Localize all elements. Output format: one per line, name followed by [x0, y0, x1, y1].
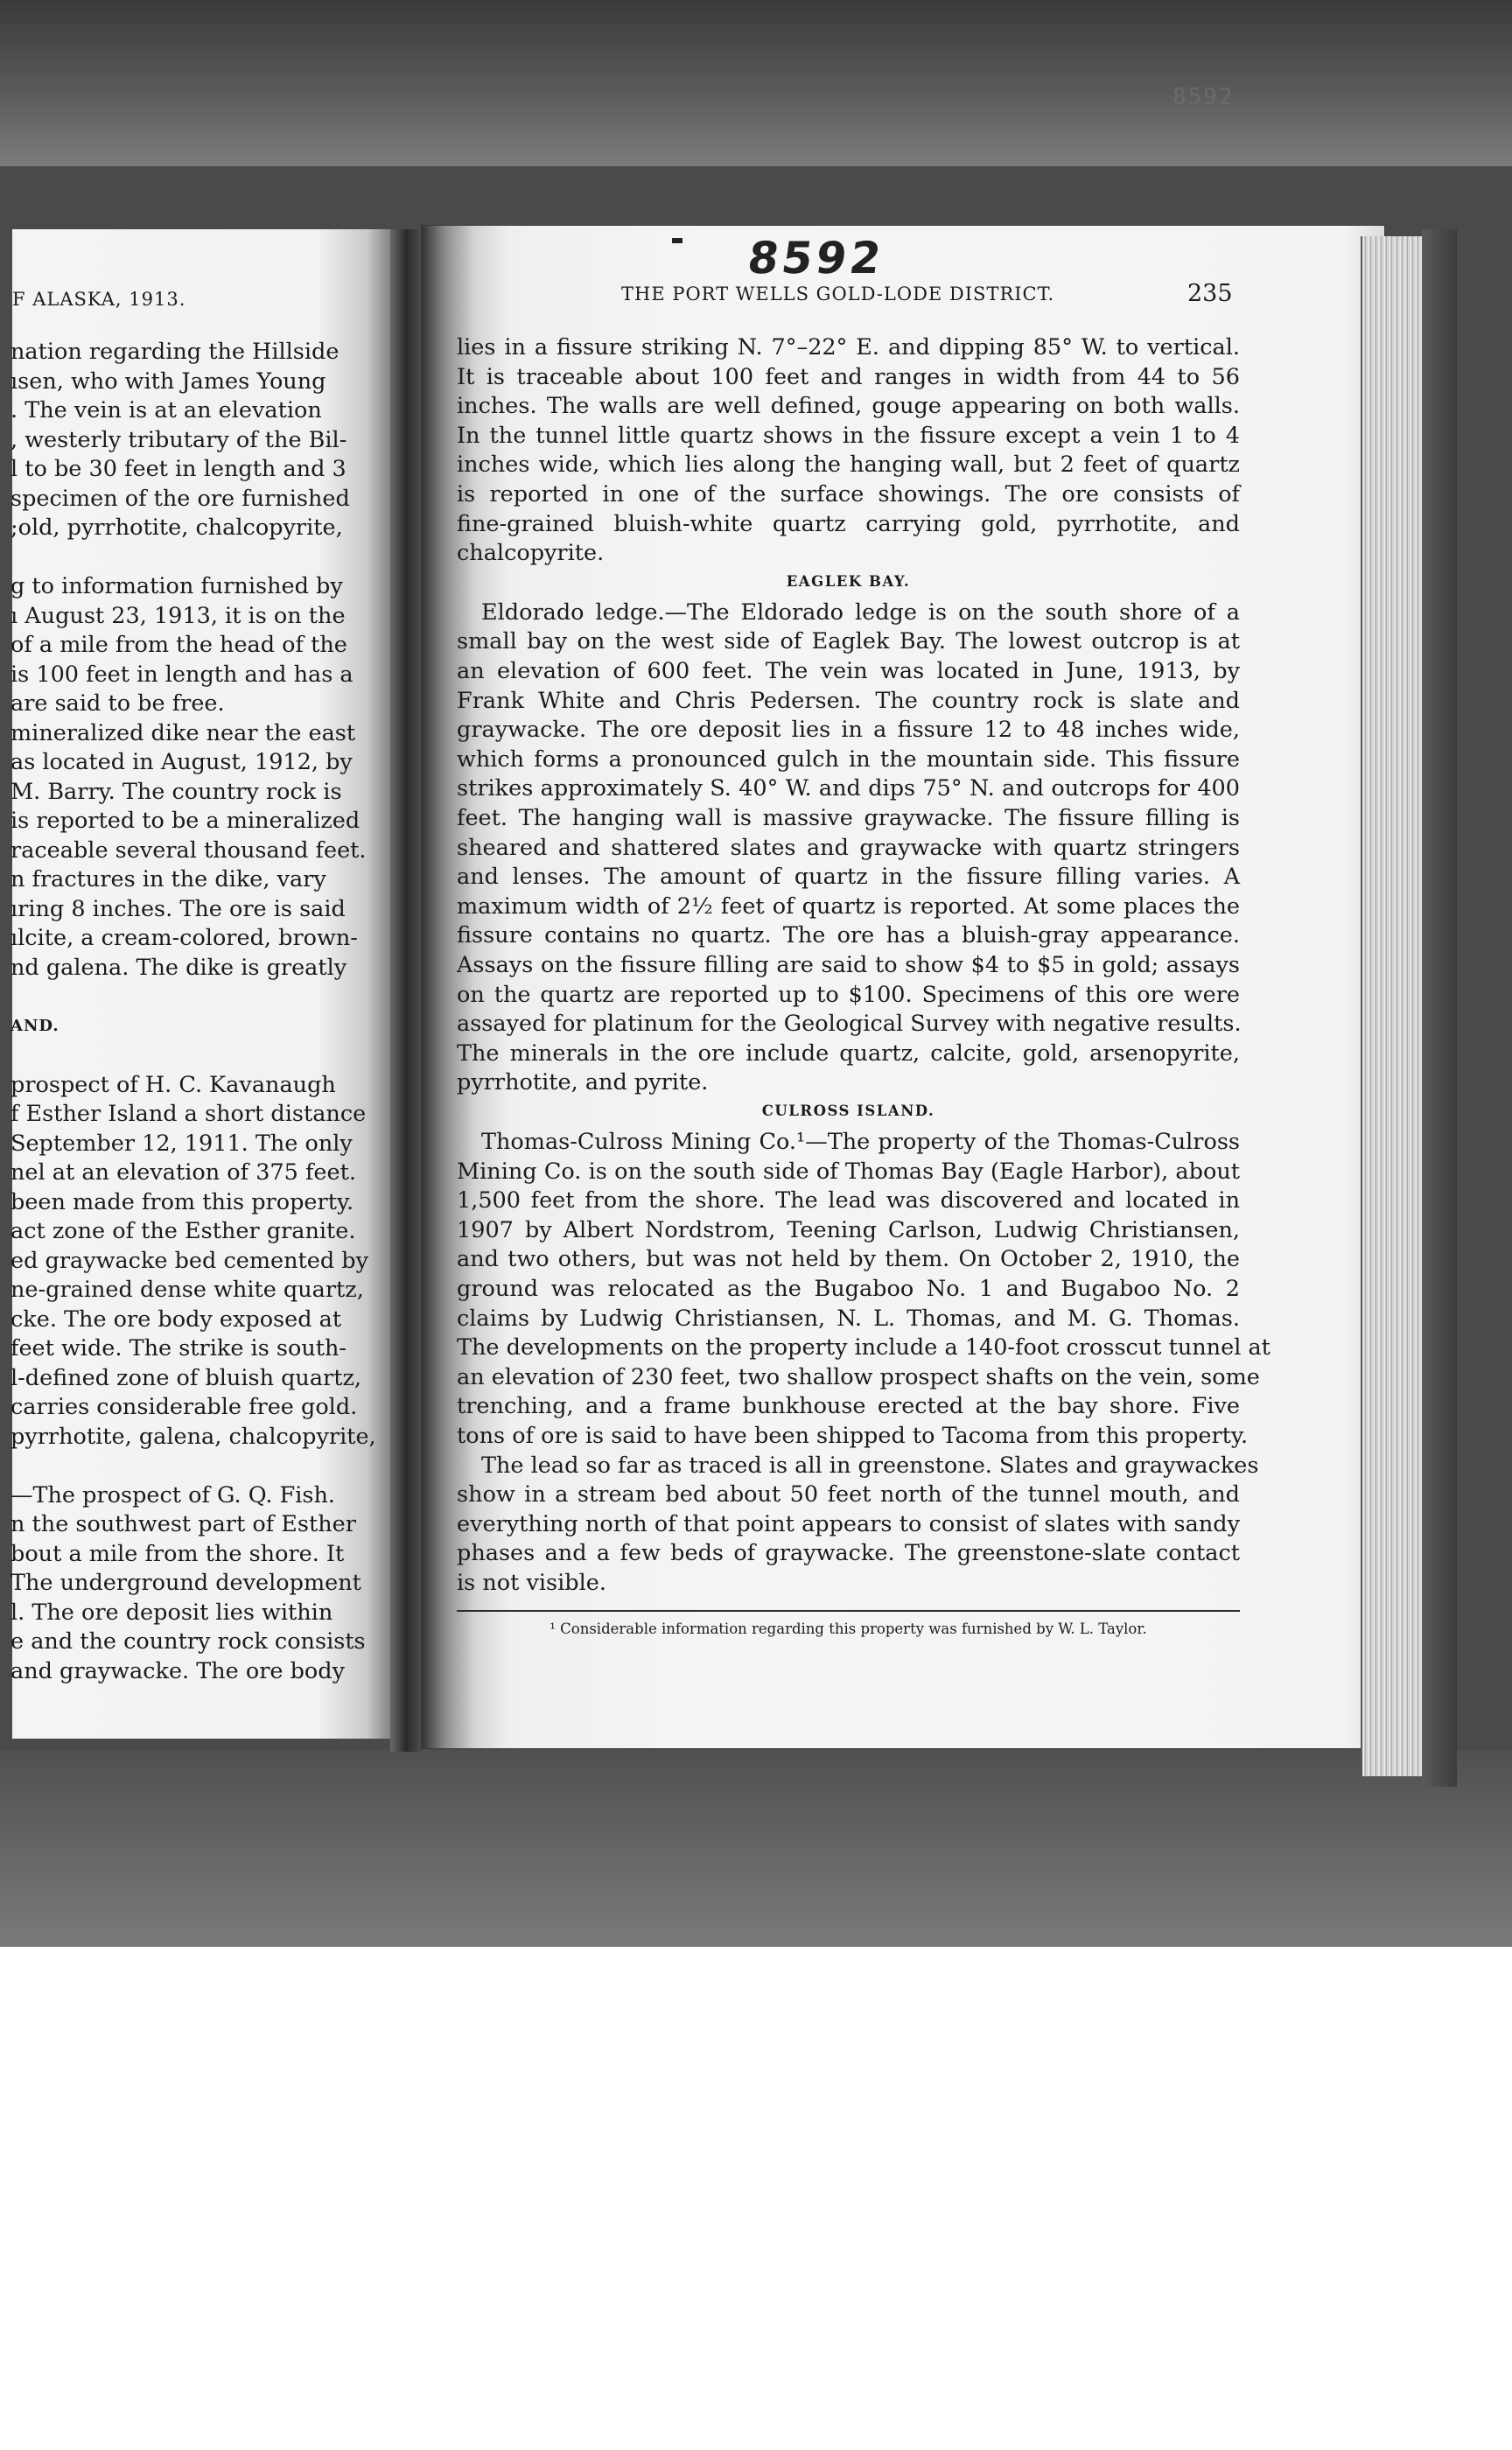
left-page-line: g to information furnished by	[10, 573, 343, 599]
body-text-line: lies in a fissure striking N. 7°–22° E. and dipping 85° W. to vertical.	[457, 334, 1240, 360]
body-text-line: 1,500 feet from the shore. The lead was discovered and located in	[457, 1187, 1240, 1214]
body-text-line: Mining Co. is on the south side of Thomas Bay (Eagle Harbor), about	[457, 1158, 1240, 1185]
body-text-line: is not visible.	[457, 1570, 606, 1596]
body-text-line: feet. The hanging wall is massive graywacke. The fissure filling is	[457, 805, 1240, 831]
left-page-line: nd galena. The dike is greatly	[10, 954, 347, 981]
left-page-line: ılcite, a cream-colored, brown-	[10, 925, 358, 951]
left-page-line: of a mile from the head of the	[10, 632, 347, 658]
body-text-line: 1907 by Albert Nordstrom, Teening Carlson, Ludwig Christiansen,	[457, 1216, 1240, 1243]
body-text-line: and lenses. The amount of quartz in the fissure filling varies. A	[457, 864, 1240, 891]
left-page-line: nation regarding the Hillside	[10, 339, 340, 365]
left-page-line: raceable several thousand feet.	[10, 836, 367, 864]
left-page-line: . The vein is at an elevation	[10, 397, 322, 424]
left-page-line: feet wide. The strike is south-	[10, 1335, 347, 1362]
left-page-line: ı August 23, 1913, it is on the	[10, 602, 346, 629]
body-text-line: Frank White and Chris Pedersen. The country rock is slate and	[457, 687, 1240, 714]
body-text-line: Thomas-Culross Mining Co.¹—The property of the Thomas-Culross	[481, 1129, 1240, 1155]
body-text-line: The developments on the property include a 140-foot crosscut tunnel at	[457, 1334, 1270, 1362]
left-page-line: is 100 feet in length and has a	[10, 661, 354, 688]
left-page-line: n the southwest part of Esther	[10, 1511, 356, 1537]
page-edges	[1361, 236, 1424, 1776]
left-page-line: is reported to be a mineralized	[10, 808, 360, 834]
body-text-line: fine-grained bluish-white quartz carrying gold, pyrrhotite, and	[457, 510, 1240, 537]
body-text-line: tons of ore is said to have been shipped to Tacoma from this property.	[457, 1423, 1249, 1449]
left-page-line: M. Barry. The country rock is	[10, 778, 342, 805]
body-text-line: an elevation of 600 feet. The vein was located in June, 1913, by	[457, 658, 1240, 684]
left-page-line: ne-grained dense white quartz,	[10, 1277, 364, 1303]
body-text-line: fissure contains no quartz. The ore has a bluish-gray appearance.	[457, 922, 1240, 949]
left-page-line: , westerly tributary of the Bil-	[10, 426, 347, 453]
left-page-line: ed graywacke bed cemented by	[10, 1247, 369, 1274]
body-text-line: In the tunnel little quartz shows in the fissure except a vein 1 to 4	[457, 422, 1240, 449]
left-page-line: and graywacke. The ore body	[10, 1657, 346, 1684]
left-page-line: specimen of the ore furnished	[10, 485, 350, 512]
left-page-line: carries considerable free gold.	[10, 1394, 358, 1420]
left-page-line: pyrrhotite, galena, chalcopyrite,	[10, 1423, 376, 1450]
left-page-line: been made from this property.	[10, 1188, 354, 1215]
footnote-rule	[457, 1610, 1240, 1612]
page-edge-shadow	[1422, 229, 1457, 1787]
body-text-line: inches. The walls are well defined, gouge appearing on both walls.	[457, 393, 1240, 420]
left-page-line: —The prospect of G. Q. Fish.	[10, 1481, 336, 1508]
left-page-line: prospect of H. C. Kavanaugh	[10, 1071, 336, 1098]
section-heading-culross-island: CULROSS ISLAND.	[761, 1102, 935, 1119]
body-text-line: graywacke. The ore deposit lies in a fissure 12 to 48 inches wide,	[457, 717, 1240, 744]
body-text-line: phases and a few beds of graywacke. The greenstone-slate contact	[457, 1540, 1240, 1567]
left-page-line: ıring 8 inches. The ore is said	[10, 895, 346, 922]
right-running-head: THE PORT WELLS GOLD-LODE DISTRICT.	[621, 284, 1055, 304]
body-text-line: assayed for platinum for the Geological Survey with negative results.	[457, 1011, 1242, 1038]
page-number: 235	[1187, 280, 1233, 307]
body-text-line: and two others, but was not held by them. On October 2, 1910, the	[457, 1246, 1240, 1273]
left-page-line: n fractures in the dike, vary	[10, 866, 326, 892]
body-text-line: show in a stream bed about 50 feet north of the tunnel mouth, and	[457, 1481, 1240, 1508]
left-page-line: l to be 30 feet in length and 3	[10, 456, 346, 482]
body-text-line: on the quartz are reported up to $100. Specimens of this ore were	[457, 981, 1240, 1008]
body-text-line: small bay on the west side of Eaglek Bay. The lowest outcrop is at	[457, 628, 1240, 655]
body-text-line: The minerals in the ore include quartz, calcite, gold, arsenopyrite,	[457, 1040, 1240, 1067]
body-text-line: It is traceable about 100 feet and ranges in width from 44 to 56	[457, 363, 1240, 390]
body-text-line: ground was relocated as the Bugaboo No. 1 and Bugaboo No. 2	[457, 1276, 1240, 1302]
left-page-line: act zone of the Esther granite.	[10, 1218, 356, 1244]
body-text-line: chalcopyrite.	[457, 540, 605, 567]
left-page-line: l-defined zone of bluish quartz,	[10, 1364, 362, 1391]
left-running-head: F ALASKA, 1913.	[12, 289, 186, 310]
scan-background-top	[0, 0, 1512, 166]
left-page-line: e and the country rock consists	[10, 1628, 366, 1655]
footnote: ¹ Considerable information regarding this property was furnished by W. L. Taylor.	[550, 1620, 1147, 1637]
left-page-line: September 12, 1911. The only	[10, 1130, 353, 1157]
body-text-line: which forms a pronounced gulch in the mountain side. This fissure	[457, 746, 1240, 773]
body-text-line: The lead so far as traced is all in greenstone. Slates and graywackes	[481, 1452, 1259, 1479]
left-page-line: as located in August, 1912, by	[10, 749, 353, 775]
left-page-line: ısen, who with James Young	[10, 368, 326, 395]
left-page-line: bout a mile from the shore. It	[10, 1540, 345, 1567]
left-page-line: mineralized dike near the east	[10, 719, 356, 746]
book-spine	[390, 229, 425, 1752]
left-page-line: The underground development	[10, 1570, 361, 1596]
body-text-line: claims by Ludwig Christiansen, N. L. Thomas, and M. G. Thomas.	[457, 1305, 1240, 1332]
body-text-line: is reported in one of the surface showings. The ore consists of	[457, 481, 1240, 508]
body-text-line: strikes approximately S. 40° W. and dips 75° N. and outcrops for 400	[457, 775, 1240, 802]
left-page-line: l. The ore deposit lies within	[10, 1599, 333, 1626]
left-page-line: f Esther Island a short distance	[10, 1101, 367, 1127]
body-text-line: maximum width of 2½ feet of quartz is reported. At some places the	[457, 892, 1240, 920]
body-text-line: pyrrhotite, and pyrite.	[457, 1069, 709, 1096]
handwritten-tick	[672, 238, 682, 243]
body-text-line: Eldorado ledge.—The Eldorado ledge is on the south shore of a	[481, 598, 1240, 626]
corner-mark: 8592	[1172, 84, 1235, 110]
body-text-line: everything north of that point appears to consist of slates with sandy	[457, 1510, 1240, 1537]
left-page-line: ;old, pyrrhotite, chalcopyrite,	[10, 514, 343, 541]
body-text-line: an elevation of 230 feet, two shallow prospect shafts on the vein, some	[457, 1363, 1260, 1390]
body-text-line: Assays on the fissure filling are said to show $4 to $5 in gold; assays	[457, 952, 1240, 978]
left-page-line: cke. The ore body exposed at	[10, 1306, 342, 1333]
scan-background-bottom	[0, 1750, 1512, 1947]
handwritten-number: 8592	[744, 233, 888, 284]
body-text-line: sheared and shattered slates and graywacke with quartz stringers	[457, 834, 1240, 861]
section-heading-eaglek-bay: EAGLEK BAY.	[786, 572, 911, 590]
left-page-line: AND.	[10, 1016, 60, 1035]
body-text-line: trenching, and a frame bunkhouse erected at the bay shore. Five	[457, 1393, 1240, 1420]
left-page-line: nel at an elevation of 375 feet.	[10, 1159, 356, 1186]
body-text-line: inches wide, which lies along the hanging wall, but 2 feet of quartz	[457, 452, 1240, 479]
left-page-line: are said to be free.	[10, 690, 225, 717]
